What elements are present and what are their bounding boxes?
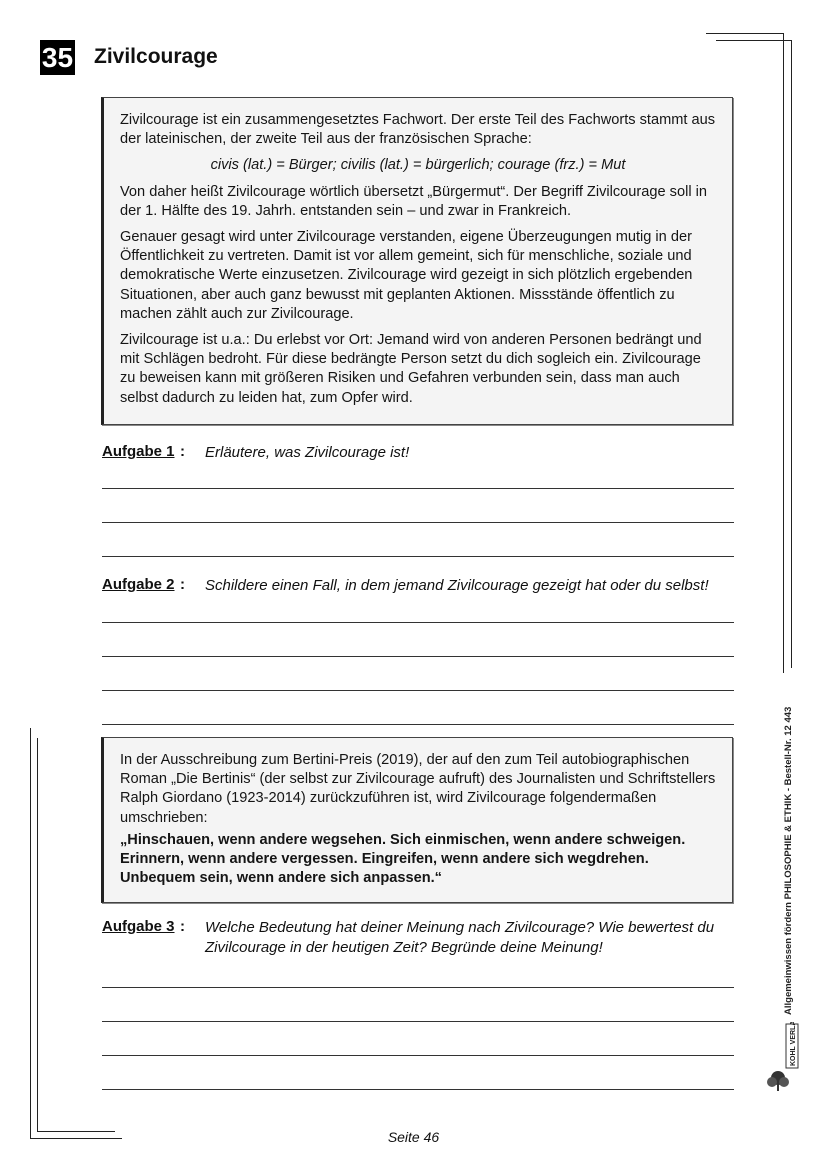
definition-paragraph-3: Genauer gesagt wird unter Zivilcourage verstanden, eigene Überzeugungen mutig in der Öffentlichkeit zu vertreten. Damit ist vor allem gemeint, sich für menschliche, soziale und demokratische Werte einzusetzen. Zivilcourage wird gezeigt in sich plötzlich ergebenden Situationen, aber auch ganz bewusst mit geplanten Aktionen. Missstände öffentlich zu machen zählt auch zur Zivilcourage.	[120, 229, 693, 322]
page-title: Zivilcourage	[94, 45, 218, 68]
answer-line[interactable]	[102, 656, 734, 657]
frame-line-left	[30, 728, 31, 1138]
quote-intro: In der Ausschreibung zum Bertini-Preis (2019), der auf den zum Teil autobiographischen Roman „Die Bertinis“ (der selbst zur Zivilcourage aufruft) des Journalisten und Schriftstellers Ralph Giordano (1923-2014) zurückzuführen ist, wird Zivilcourage folgendermaßen umschrieben:	[120, 752, 716, 826]
task-1-label: Aufgabe 1	[102, 443, 175, 460]
task-2-colon: :	[180, 576, 185, 593]
definition-paragraph-1: Zivilcourage ist ein zusammengesetztes Fachwort. Der erste Teil des Fachworts stammt aus der lateinischen, der zweite Teil aus der französischen Sprache:	[120, 112, 716, 148]
answer-line[interactable]	[102, 1021, 734, 1022]
chapter-number: 35	[41, 42, 74, 73]
frame-line-left-inner	[37, 738, 38, 1132]
frame-line-right-inner	[791, 40, 792, 668]
frame-line-top-inner	[716, 40, 792, 41]
logo-text: KOHL VERLAG	[790, 1022, 797, 1066]
publisher-logo	[766, 1022, 800, 1094]
info-box-definition	[101, 97, 733, 425]
sidebar-order-info: Allgemeinwissen fördern PHILOSOPHIE & ETHIK - Bestell-Nr. 12 443	[783, 706, 794, 1015]
quote-text: „Hinschauen, wenn andere wegsehen. Sich einmischen, wenn andere schweigen. Erinnern, wenn andere vergessen. Eingreifen, wenn andere sich wegdrehen. Unbequem sein, wenn andere sich anpassen.“	[120, 831, 686, 887]
answer-line[interactable]	[102, 622, 734, 623]
answer-line[interactable]	[102, 987, 734, 988]
frame-line-top	[706, 33, 784, 34]
answer-line[interactable]	[102, 724, 734, 725]
answer-line[interactable]	[102, 522, 734, 523]
answer-line[interactable]	[102, 488, 734, 489]
definition-paragraph-4: Zivilcourage ist u.a.: Du erlebst vor Ort: Jemand wird von anderen Personen bedrängt und mit Schlägen bedroht. Für diese bedrängte Person setzt du dich sogleich ein. Zivilcourage zu beweisen kann mit größeren Risiken und Gefahren verbunden sein, dass man auch selbst dadurch zu leiden hat, zum Opfer wird.	[120, 332, 702, 406]
task-1-text: Erläutere, was Zivilcourage ist!	[205, 444, 410, 461]
task-2-text: Schildere einen Fall, in dem jemand Zivilcourage gezeigt hat oder du selbst!	[205, 577, 709, 594]
task-3-label: Aufgabe 3	[102, 918, 175, 935]
page-number: Seite 46	[387, 1129, 440, 1145]
task-3-text: Welche Bedeutung hat deiner Meinung nach Zivilcourage? Wie bewertest du Zivilcourage in der heutigen Zeit? Begründe deine Meinung!	[205, 919, 715, 956]
definition-paragraph-2: Von daher heißt Zivilcourage wörtlich übersetzt „Bürgermut“. Der Begriff Zivilcourage soll in der 1. Hälfte des 19. Jahrh. entstanden sein – und zwar in Frankreich.	[120, 183, 707, 219]
task-1-colon: :	[180, 443, 185, 460]
answer-line[interactable]	[102, 556, 734, 557]
etymology-line: civis (lat.) = Bürger; civilis (lat.) = bürgerlich; courage (frz.) = Mut	[210, 157, 626, 174]
answer-line[interactable]	[102, 690, 734, 691]
answer-line[interactable]	[102, 1055, 734, 1056]
task-3-colon: :	[180, 918, 185, 935]
task-2-label: Aufgabe 2	[102, 576, 175, 593]
answer-line[interactable]	[102, 1089, 734, 1090]
info-box-quote	[101, 737, 733, 903]
frame-line-right	[783, 33, 784, 673]
